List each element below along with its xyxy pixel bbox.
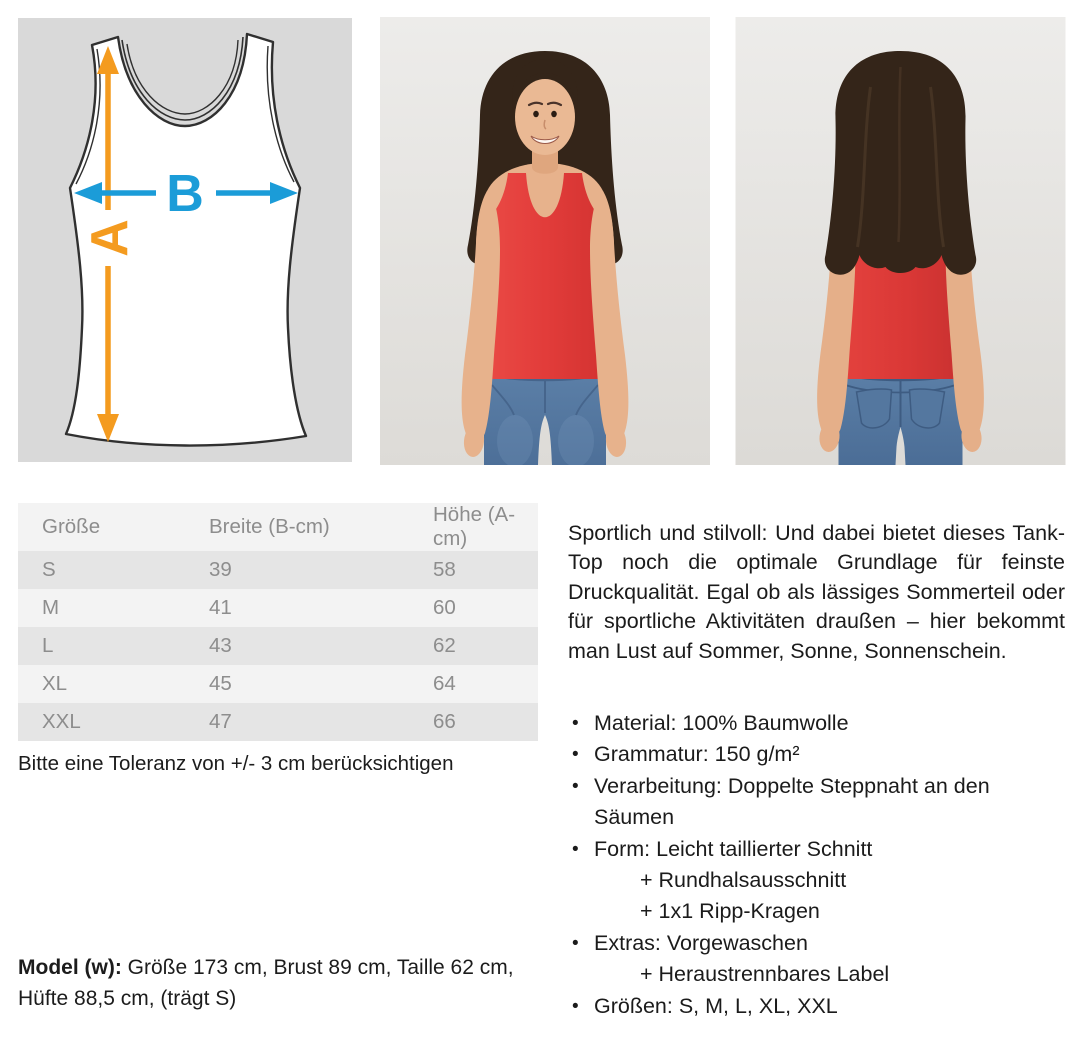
feature-text: Form: Leicht taillierter Schnitt xyxy=(594,836,873,861)
product-photo-back xyxy=(735,17,1066,465)
height-label-a: A xyxy=(81,219,139,257)
feature-sub-item xyxy=(568,865,1068,896)
model-back-illustration xyxy=(735,17,1066,465)
bullet-icon: • xyxy=(572,838,579,860)
width-cell: 45 xyxy=(185,665,409,703)
size-cell: S xyxy=(18,551,185,589)
model-front-illustration xyxy=(380,17,710,465)
table-row xyxy=(18,703,538,741)
size-cell: M xyxy=(18,589,185,627)
height-cell: 60 xyxy=(409,589,538,627)
width-cell: 39 xyxy=(185,551,409,589)
size-cell: XL xyxy=(18,665,185,703)
bullet-icon: • xyxy=(572,744,579,766)
size-table xyxy=(18,503,538,741)
width-cell: 47 xyxy=(185,703,409,741)
model-info-label: Model (w): xyxy=(18,956,122,979)
width-label-b: B xyxy=(166,165,204,223)
model-info-details: Größe 173 cm, Brust 89 cm, Taille 62 cm, Hüfte 88,5 cm, (trägt S) xyxy=(18,956,514,1010)
bullet-icon: • xyxy=(572,995,579,1017)
tank-top-measure-diagram xyxy=(18,18,352,462)
product-description: Sportlich und stilvoll: Und dabei bietet dieses Tank-Top noch die optimale Grundlage für feinste Druckqualität. Egal ob als lässiges Sommerteil oder für sportliche Aktivitäten draußen – hier bekommt man Lust auf Sommer, Sonne, Sonnenschein. xyxy=(568,520,1065,663)
column-header-size: Größe xyxy=(18,503,185,551)
feature-item xyxy=(568,708,1068,739)
table-row xyxy=(18,551,538,589)
bullet-icon: • xyxy=(572,775,579,797)
width-cell: 41 xyxy=(185,589,409,627)
tolerance-note: Bitte eine Toleranz von +/- 3 cm berücksichtigen xyxy=(18,752,454,775)
feature-text: Größen: S, M, L, XL, XXL xyxy=(594,993,838,1018)
width-cell: 43 xyxy=(185,627,409,665)
bullet-icon: • xyxy=(572,932,579,954)
height-cell: 62 xyxy=(409,627,538,665)
feature-text: + 1x1 Ripp-Kragen xyxy=(640,899,820,924)
feature-item xyxy=(568,739,1068,770)
feature-item xyxy=(568,928,1068,959)
feature-item xyxy=(568,771,1068,834)
table-row xyxy=(18,627,538,665)
model-info xyxy=(18,952,543,1014)
height-cell: 58 xyxy=(409,551,538,589)
column-header-width: Breite (B-cm) xyxy=(185,503,409,551)
feature-text: + Heraustrennbares Label xyxy=(640,962,890,987)
feature-text: Grammatur: 150 g/m² xyxy=(594,742,800,767)
feature-sub-item xyxy=(568,959,1068,990)
feature-text: Extras: Vorgewaschen xyxy=(594,930,808,955)
table-row xyxy=(18,665,538,703)
feature-item xyxy=(568,991,1068,1022)
bullet-icon: • xyxy=(572,713,579,734)
product-photo-front xyxy=(380,17,710,465)
feature-text: + Rundhalsausschnitt xyxy=(640,868,847,893)
size-table-header-row xyxy=(18,503,538,551)
height-cell: 64 xyxy=(409,665,538,703)
feature-text: Verarbeitung: Doppelte Steppnaht an den Säumen xyxy=(594,773,990,830)
height-cell: 66 xyxy=(409,703,538,741)
column-header-height: Höhe (A-cm) xyxy=(409,503,538,551)
feature-list xyxy=(568,708,1068,1022)
size-cell: XXL xyxy=(18,703,185,741)
feature-text: Material: 100% Baumwolle xyxy=(594,711,849,735)
size-cell: L xyxy=(18,627,185,665)
feature-item xyxy=(568,834,1068,865)
feature-sub-item xyxy=(568,896,1068,927)
measurement-diagram-panel xyxy=(18,18,352,462)
table-row xyxy=(18,589,538,627)
